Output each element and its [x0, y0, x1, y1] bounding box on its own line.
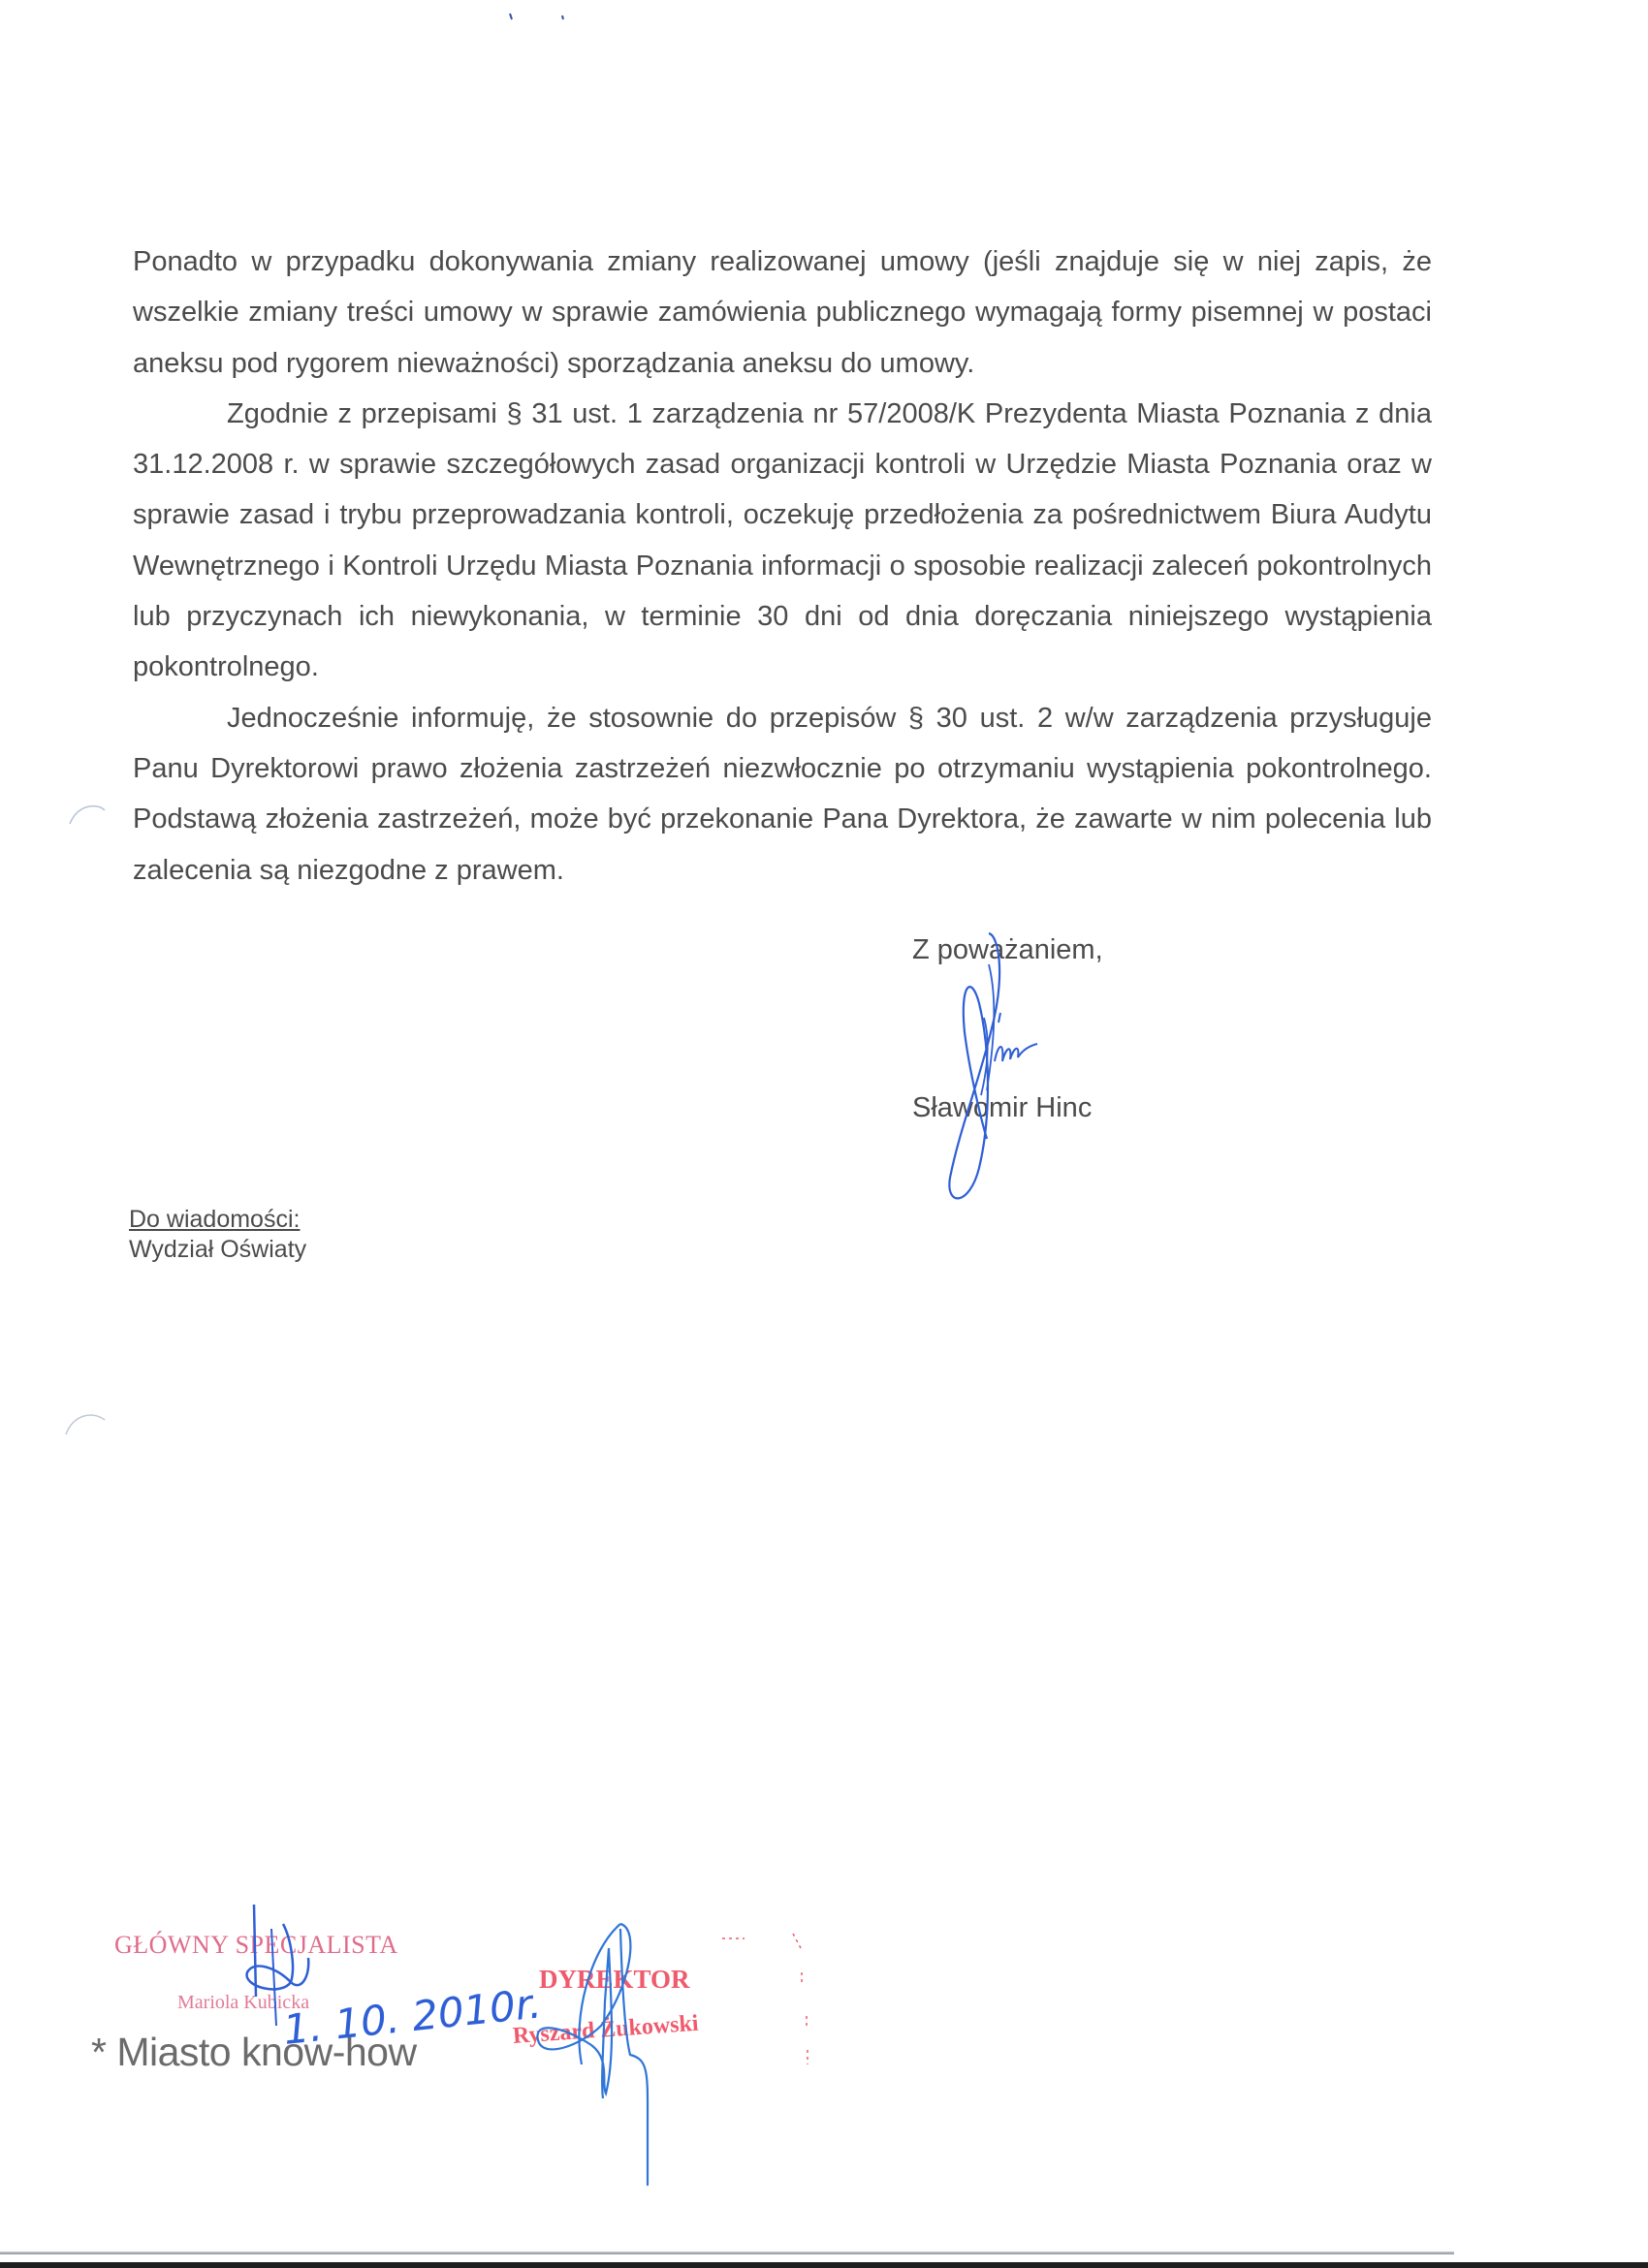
handwritten-signature-hinc: [931, 926, 1095, 1216]
director-stamp-title: DYREKTOR: [539, 1965, 690, 1994]
cc-label: Do wiadomości:: [129, 1206, 301, 1233]
director-stamp-name: Ryszard Żukowski: [512, 2010, 700, 2050]
specialist-stamp-name: Mariola Kubicka: [177, 1992, 310, 2013]
paragraph-objections: Jednocześnie informuję, że stosownie do przepisów § 30 ust. 2 w/w zarządzenia przysługuje Panu Dyrektorowi prawo złożenia zastrzeżeń niezwłocznie po otrzymaniu wystąpienia pokontrolnego. Podstawą złożenia zastrzeżeń, może być przekonanie Pana Dyrektora, że zawarte w nim polecenia lub zalecenia są niezgodne z prawem.: [133, 702, 1432, 886]
signer-name: Sławomir Hinc: [912, 1092, 1093, 1123]
paragraph-regulation: Zgodnie z przepisami § 31 ust. 1 zarządzenia nr 57/2008/K Prezydenta Miasta Poznania z dnia 31.12.2008 r. w sprawie szczegółowych zasad organizacji kontroli w Urzędzie Miasta Poznania oraz w sprawie zasad i trybu przeprowadzania kontroli, oczekuję przedłożenia za pośrednictwem Biura Audytu Wewnętrznego i Kontroli Urzędu Miasta Poznania informacji o sposobie realizacji zaleceń pokontrolnych lub przyczynach ich niewykonania, w terminie 30 dni od dnia doręczania niniejszego wystąpienia pokontrolnego.: [133, 397, 1432, 683]
handwritten-date: 1. 10. 2010r.: [280, 1979, 544, 2054]
city-slogan: * Miasto know-how: [91, 2030, 417, 2074]
paragraph-amendment: Ponadto w przypadku dokonywania zmiany realizowanej umowy (jeśli znajduje się w niej zapis, że wszelkie zmiany treści umowy w sprawie zamówienia publicznego wymagają formy pisemnej w postaci aneksu pod rygorem nieważności) sporządzania aneksu do umowy.: [133, 246, 1432, 379]
cc-recipient: Wydział Oświaty: [129, 1236, 307, 1263]
scan-edge-bar: [0, 2262, 1648, 2268]
letter-body: [133, 236, 1432, 896]
closing-salutation: Z poważaniem,: [912, 934, 1103, 965]
specialist-stamp-title: GŁÓWNY SPECJALISTA: [114, 1931, 398, 1959]
scan-edge-line: [0, 2252, 1454, 2254]
